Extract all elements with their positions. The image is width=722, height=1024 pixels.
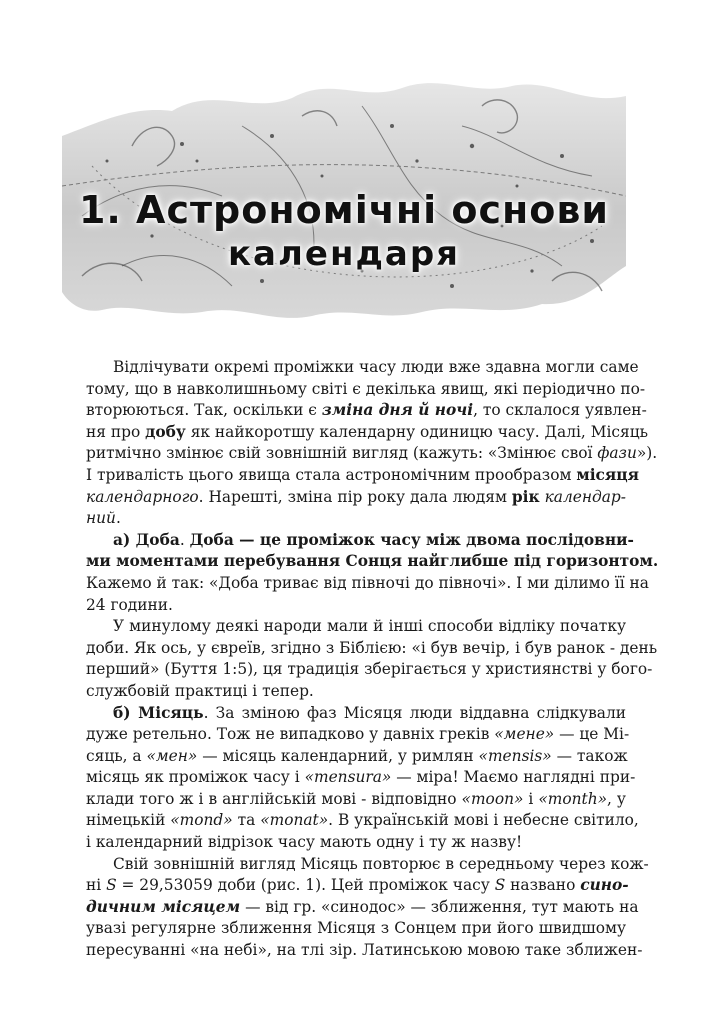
text-run: «month» [538, 789, 608, 808]
chapter-title-line1: 1. Астрономічні основи [78, 188, 610, 232]
text-run: фази [597, 444, 637, 463]
text-run: місяць як проміжок часу і [86, 768, 305, 787]
text-run: і [523, 789, 539, 808]
text-run: І тривалість цього явища стала астрономічним прообразом [86, 465, 577, 484]
text-line [86, 443, 658, 465]
text-line [86, 767, 636, 789]
text-run: «мен» [146, 746, 198, 765]
text-run: «mensis» [478, 746, 552, 765]
text-run: ний [86, 509, 116, 528]
text-run: рік [511, 487, 540, 506]
text-run: 24 години. [86, 595, 173, 614]
text-run: . За зміною фаз Місяця люди віддавна слідкували [203, 703, 626, 722]
text-run: клади того ж і в англійській мові - відповідно [86, 789, 462, 808]
text-run: «moon» [461, 789, 524, 808]
text-run: «monat» [260, 811, 329, 830]
chapter-title-line2: календаря [227, 234, 461, 274]
text-run: ми моментами перебування Сонця найглибше під горизонтом. [86, 552, 659, 571]
text-line [86, 638, 658, 660]
text-run: календарного [86, 487, 199, 506]
text-line [86, 422, 648, 444]
text-line [86, 854, 649, 876]
text-line [86, 595, 626, 617]
text-run: S [494, 876, 506, 895]
text-run: Свій зовнішній вигляд Місяць повторює в середньому через кож- [113, 854, 649, 873]
text-run: Доба — це проміжок часу між двома послідовни- [189, 530, 634, 549]
text-run: S [106, 876, 117, 895]
text-run: . В українській мові і небесне світило, [328, 811, 639, 830]
text-run: «mond» [170, 811, 233, 830]
text-run: »). [636, 444, 658, 463]
text-run: службовій практиці і тепер. [86, 681, 314, 700]
text-line [86, 616, 626, 638]
text-line [86, 810, 639, 832]
text-run: вторюються. Так, оскільки є [86, 401, 322, 420]
text-line [86, 703, 626, 725]
text-run: і календарний відрізок часу мають одну і ту ж назву! [86, 833, 523, 852]
text-run: доби. Як ось, у євреїв, згідно з Біблією: «і був вечір, і був ранок - день [86, 638, 658, 657]
text-line [86, 789, 626, 811]
text-run: сино- [580, 876, 629, 895]
text-run: — це Мі- [554, 725, 630, 744]
text-line [86, 573, 649, 595]
text-run: а) Доба [113, 530, 180, 549]
body-text [86, 357, 659, 962]
text-run: тому, що в навколишньому світі є декілька явищ, які періодично по- [86, 379, 646, 398]
text-run: пересуванні «на небі», на тлі зір. Латинською мовою таке зближен- [86, 941, 643, 960]
text-line [86, 918, 626, 940]
text-line [86, 940, 643, 962]
text-run: . [115, 509, 121, 528]
text-run: добу [145, 422, 186, 441]
text-run: = 29,53059 доби (рис. 1). Цей проміжок часу [116, 876, 495, 895]
text-run: У минулому деякі народи мали й інші способи відліку початку [113, 617, 626, 636]
text-line [86, 875, 629, 897]
text-run: , у [607, 789, 626, 808]
text-run: перший» (Буття 1:5), ця традиція зберігається у християнстві у бого- [86, 660, 653, 679]
text-run: та [232, 811, 261, 830]
text-run: названо [505, 876, 581, 895]
text-run: увазі регулярне зближення Місяця з Сонцем при його швидшому [86, 919, 626, 938]
text-line [86, 508, 626, 530]
text-line [86, 551, 659, 573]
text-run: , то склалося уявлен- [473, 401, 647, 420]
text-run: календар- [544, 487, 626, 506]
text-run: — від гр. «синодос» — зближення, тут мають на [240, 897, 639, 916]
text-line [86, 746, 626, 768]
text-run: б) Місяць [113, 703, 204, 722]
text-run: — міра! Маємо наглядні при- [391, 768, 636, 787]
chapter-title [62, 186, 626, 274]
text-run: ритмічно змінює свій зовнішній вигляд (кажуть: «Змінює свої [86, 444, 598, 463]
text-run: «мене» [494, 725, 555, 744]
text-run: . [179, 530, 190, 549]
text-run: . Нарешті, зміна пір року дала людям [198, 487, 512, 506]
text-line [86, 357, 639, 379]
text-run: Відлічувати окремі проміжки часу люди вже здавна могли саме [113, 358, 639, 376]
text-run: «mensura» [304, 768, 392, 787]
text-line [86, 681, 626, 703]
text-run: зміна дня й ночі [321, 401, 474, 420]
text-run: місяця [576, 465, 640, 484]
text-line [86, 659, 653, 681]
text-run: дичним місяцем [86, 897, 241, 916]
text-line [86, 530, 634, 552]
text-run: як найкоротшу календарну одиницю часу. Далі, Місяць [185, 422, 648, 441]
text-run: ня про [86, 422, 146, 441]
text-run: — також [551, 746, 628, 765]
text-line [86, 465, 640, 487]
text-run: Кажемо й так: «Доба триває від півночі до півночі». І ми ділимо її на [86, 573, 649, 592]
text-line [86, 487, 626, 509]
text-run: сяць, а [86, 746, 147, 765]
text-run: ні [86, 876, 107, 895]
text-line [86, 379, 646, 401]
text-run: — місяць календарний, у римлян [197, 746, 479, 765]
text-run: дуже ретельно. Тож не випадково у давніх греків [86, 725, 495, 744]
text-line [86, 832, 626, 854]
text-line [86, 724, 630, 746]
text-line [86, 400, 647, 422]
text-run: німецькій [86, 811, 171, 830]
text-line [86, 897, 639, 919]
